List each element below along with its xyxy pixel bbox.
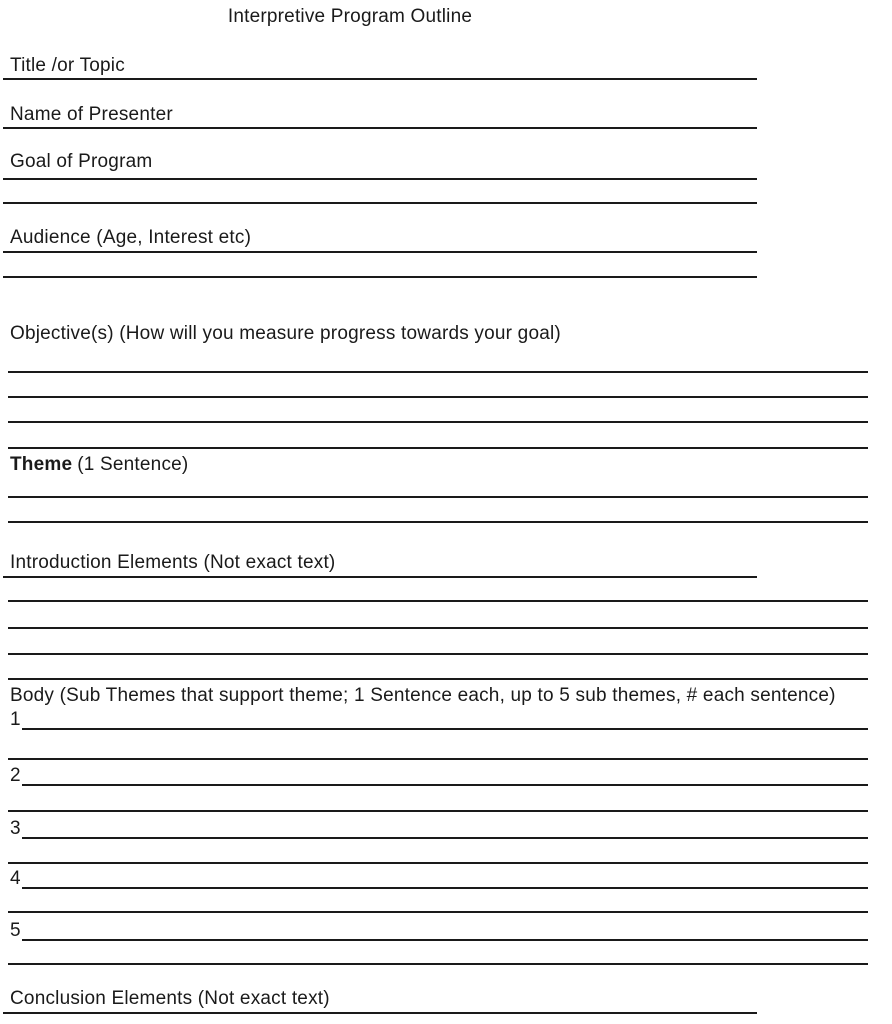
form-title: Interpretive Program Outline <box>227 6 473 27</box>
body-item-number: 1 <box>10 709 21 730</box>
goal-blank-line <box>3 178 757 180</box>
introduction-underline <box>3 576 757 578</box>
objectives-label: Objective(s) (How will you measure progress towards your goal) <box>10 323 561 344</box>
goal-blank-line <box>3 202 757 204</box>
theme-label-bold: Theme <box>10 454 73 475</box>
body-item-number: 2 <box>10 765 21 786</box>
title-topic-label: Title /or Topic <box>10 55 125 76</box>
theme-label <box>10 454 188 476</box>
introduction-blank-line <box>8 600 868 602</box>
body-item-blank-line <box>22 784 868 786</box>
presenter-blank-line <box>3 127 757 129</box>
body-item-blank-line <box>8 862 868 864</box>
title-topic-blank-line <box>3 78 757 80</box>
objectives-blank-line <box>8 447 868 449</box>
introduction-blank-line <box>8 678 868 680</box>
objectives-blank-line <box>8 421 868 423</box>
audience-label: Audience (Age, Interest etc) <box>10 227 252 248</box>
body-item-number: 3 <box>10 818 21 839</box>
conclusion-label: Conclusion Elements (Not exact text) <box>10 988 330 1009</box>
objectives-blank-line <box>8 396 868 398</box>
body-item-number: 4 <box>10 868 21 889</box>
body-item-blank-line <box>22 939 868 941</box>
body-item-blank-line <box>8 810 868 812</box>
introduction-blank-line <box>8 653 868 655</box>
body-item-number: 5 <box>10 920 21 941</box>
objectives-blank-line <box>8 371 868 373</box>
body-item-blank-line <box>22 887 868 889</box>
body-item-blank-line <box>8 911 868 913</box>
theme-blank-line <box>8 496 868 498</box>
theme-label-rest: (1 Sentence) <box>77 454 189 475</box>
theme-blank-line <box>8 521 868 523</box>
conclusion-underline <box>3 1012 757 1014</box>
body-item-blank-line <box>8 758 868 760</box>
body-item-blank-line <box>22 837 868 839</box>
body-item-blank-line <box>8 963 868 965</box>
body-label: Body (Sub Themes that support theme; 1 Sentence each, up to 5 sub themes, # each sentence) <box>10 685 836 706</box>
introduction-blank-line <box>8 627 868 629</box>
audience-blank-line <box>3 251 757 253</box>
introduction-label: Introduction Elements (Not exact text) <box>10 552 336 573</box>
presenter-label: Name of Presenter <box>10 104 173 125</box>
body-item-blank-line <box>22 728 868 730</box>
goal-label: Goal of Program <box>10 151 153 172</box>
audience-blank-line <box>3 276 757 278</box>
